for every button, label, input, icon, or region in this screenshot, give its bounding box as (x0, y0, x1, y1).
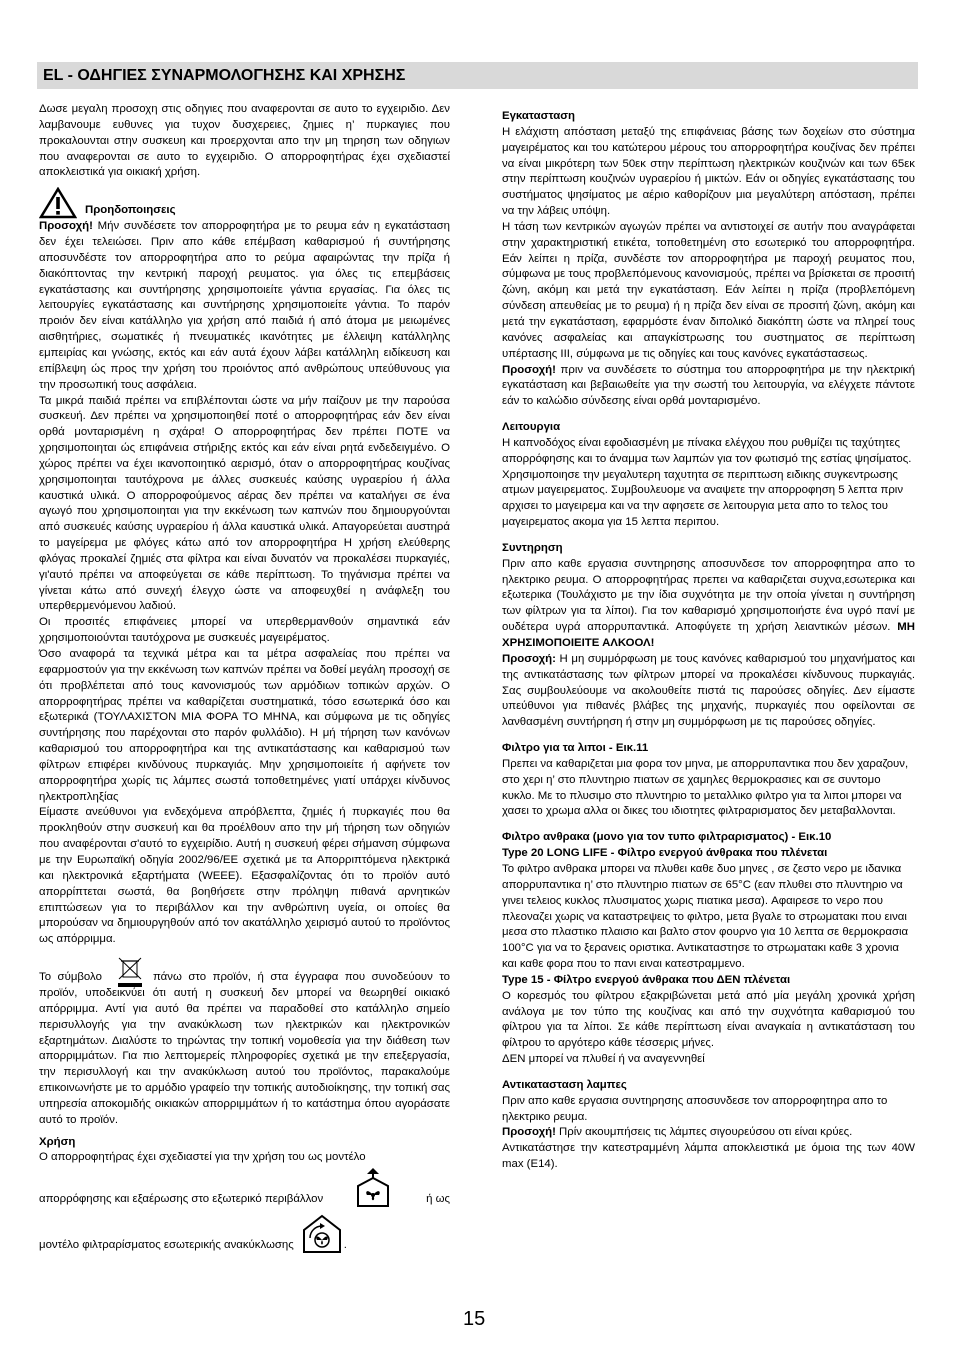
warning-text-1: Μήν συνδέσετε τον απορροφητήρα με το ρευμα εάν η εγκατάσταση δεν έχει τελειώσει. Πριν απο κάθε επέμβαση καθαρισμού ή συντήρησης αποσυνδέστε τον απορροφητήρα απο το ρεύμα αφαιρώντας την πρίζα ή διακόπτοντας την κεντρική παροχή ρευματος. για όλες τις επεμβάσεις εγκατάστασης και συντήρησης χρησιμοποιείτε γάντια εργασίας. Για όλες τις λειτουργίες εγκατάστασης και συντήρησης χρησιμοποιείτε γάντια. Το παρόν προιόν δεν είναι κατάλληλο για χρήση από παιδιά ή από άτομα με μειωμένες αισθητήριες, σωματικές ή πνευματικές ικανότητες με έλλειψη κατάλληλης εμπειρίας και γνώσης, εκτός και εάν αυτά έχουν λάβει κατάλληλη ειδίκευση και επίβλεψη ώς προς την χρήση του προιόντος από ανθρώπους υπεύθυνους για την προσωπική τους ασφάλεια. (39, 220, 450, 391)
maintenance-paragraph-1 (502, 557, 915, 652)
install-text-3: πριν να συνδέσετε το σύστημα του απορροφητήρα με την ηλεκτρική εγκατάσταση και βεβαιωθείτε για την σωστή του λειτουργία, να ελέγχετε πάντοτε εάν το καλώδιο σύνδεσης είναι ορθά μονταρισμένο. (502, 363, 915, 408)
warning-paragraph-4: Όσο αναφορά τα τεχνικά μέτρα και τα μέτρα ασφαλείας που πρέπει να εφαρμοστούν για την εκκένωση των καπνών πρέπει να δοθεί μεγάλη προσοχή σε ότι προβλέπεται από τους κανονισμούς των αρμόδιων τοπικών αρχών. Ο απορροφητήρας πρέπει να καθαρίζεται συστηματικά, τόσο εσωτερικά όσο και εξωτερικά (ΤΟΥΛΑΧΙΣΤΟΝ ΜΙΑ ΦΟΡΑ ΤΟ ΜΗΝΑ, και σύμφωνα με τις οδηγίες συντήρησης που παρέχονται στο παρόν φυλλάδιο). Η μή τήρηση των κανόνων καθαρισμού του απορροφητήρα και της αντικατάστασης και καθαρισμού των φίλτρων επιφέρει κινδύνους πυρκαγιάς. Μην χρησιμοποιείτε ή αφήνετε τον απορροφητήρα χωρίς τις λάμπες σωστά τοποθετημένες γιατί υπάρχει κίνδυνος ηλεκτροπληξίας (39, 648, 450, 803)
maintenance-text-1: Πριν απο καθε εργασια συντηρησης αποσυνδεσε τον απορροφητηρα απο το ηλεκτρικο ρευμα. Ο απορροφητήρας πρεπει να καθαριζεται συχνα,εσωτερικα και εξωτερικα (Τουλάχιστο με την ίδια συχνότητα με την οποία γίνεται η συντήρηση των φίλτρων για τα λίποι). Για τον καθαρισμό χρησιμοποιήστε ένα υγρό πανί με ουδέτερα υγρά απορρυπαντικά. Αποφύγετε τη χρήση λειαντικών μέσων. (502, 557, 915, 634)
lamps-title: Αντικατασταση λαμπες (502, 1078, 627, 1091)
type15-title: Type 15 - Φίλτρο ενεργού άνθρακα που ΔΕΝ πλένεται (502, 973, 791, 986)
type15-paragraph: Ο κορεσμός του φίλτρου εξακριβώνεται μετά από μία μεγάλη χρονικά χρήση ανάλογα με τον τύπο της κουζίνας και από την συχνότητα καθαρισμού του φίλτρου για τα λίποι. Σε κάθε περίπτωση είναι αναγκαία η αντικατάσταση του φίλτρου το αργότερο κάθε τέσσερις μήνες. (502, 989, 915, 1050)
section-header (37, 62, 918, 89)
lamps-text-2: Πρίν ακουμπήσεις τις λάμπες σιγουρεύσου οτι είναι κρύες. (555, 1126, 853, 1139)
install-paragraph-1: Η ελάχιστη απόσταση μεταξύ της επιφάνειας βάσης των δοχείων στο σύστημα μαγειρέματος και του κατώτερου μέρους του απορροφητήρα κουζίνας δεν πρέπει να είναι μικρότερη των 50εκ στην περίπτωση ηλεκτρικών κουζινών και των 65εκ στην περίπτωση κουζινών υγραερίου ή μικτών. Εάν οι οδηγίες εγκατάστασης του συστήματος ψησίματος με αέριο καθορίζουν μια μεγαλύτερη απόσταση, πρέπει να την λάβεις υπόψη. (502, 125, 915, 218)
operation-paragraph: Η καπνοδόχος είναι εφοδιασμένη με πίνακα ελέγχου που ρυθμίζει τις ταχύτητες απορρόφησης και το άναμμα των λαμπών για τον φωτισμό της εστίας ψησίματος. Χρησιμοποιησε την μεγαλυτερη ταχυτητα σε περιπτωση ειδικης συγκεντρωσης ατμων μαγειρεματος. Συμβουλευομε να αναψετε την απορροφηση 5 λεπτα πριν αρχισει το μαγειρεμα και να την αφησετε σε λειτουργια μετα απο το τελος του μαγειρεματος ακομα για 15 λεπτα περιπου. (502, 436, 912, 529)
use-text-e: . (343, 1239, 347, 1252)
install-paragraph-2: Η τάση των κεντρικών αγωγών πρέπει να αντιστοιχεί σε αυτήν που αναγράφεται στην χαρακτηριστική ετικέτα, τοποθετημένη στο εσωτερικό του απορροφητήρα. Εάν λείπει η πρίζα, συνδέστε τον απορροφητήρα με παροχή ρευματος που, σύμφωνα με τους προβλεπόμενους κανονισμούς, πρέπει να βρίσκεται σε προσιτή ζώνη, ακόμη και μετά την εγκατάσταση. Εάν λείπει η πρίζα (προβλεπόμενη σύνδεση απευθείας με το ρευμα) ή η πρίζα δεν είναι σε προσιτή ζώνη, ακόμη και μετά την εγκατάσταση, εφαρμόστε έναν διπολικό διακόπτη ώστε να πληρεί τους κανόνες ασφαλείας και απαγκίστρωσης του συστηματος σε περίπτωση υπέρτασης ΙΙΙ, σύμφωνα με τις οδηγίες και τους κανόνες εγκατάστασεως. (502, 220, 915, 360)
type20-paragraph: Το φιλτρο ανθρακα μπορει να πλυθει καθε δυο μηνες , σε ζεστο νερο με ιδανικα απορρυπαντικα η’ στο πλυντηριο πιατων σε 65°C (εαν πλυθει στο πλυντηριο να γινει τελειος κυκλος πλυσιματος χωρις πιατικα μεσα). Αφαιρεσε το νερο που πλεοναζει χωρις να καταστρεψεις το φιλτρο, μετα βγαλε το στρωματακι που ειναι μεσα στο πλαστικο πλαισιο και βαλτο στον φουρνο για 10 λεπτα σε θερμοκρασια 100°C για να το ξερανεις οριστικα. Αντικαταστησε το στρωματακι καθε 3 χρονια και καθε φορα που το πανι ειναι κατεστραμμενο. (502, 862, 909, 971)
warning-paragraph-5: Είμαστε ανεύθυνοι για ενδεχόμενα απρόβλεπτα, ζημιές ή πυρκαγιές που θα προκληθούν στην συσκευή και θα προέλθουν απο την μή τήρηση των οδηγιών που αναφέρονται σ'αυτό το εγχειρίδιο. Αυτή η συσκευή φέρει σήμανση σύμφωνα με την Ευρωπαϊκή οδηγία 2002/96/ΕΕ σχετικά με τα Απορριπτόμενα ηλεκτρικά και ηλεκτρονικά εξαρτήματα (WEEE). Εξασφαλίζοντας ότι το προϊόν αυτό απορρίπτεται σωστά, θα βοηθήσετε στην πρόληψη πιθανά αρνητικών επιπτώσεων για το περιβάλλον και την ανθρώπινη υγεία, οι οποίες θα μπορούσαν να δημιουργηθούν από τον ακατάλληλο χειρισμό αυτού το προϊόντος ως απόρριμμα. (39, 806, 450, 946)
use-line-d (39, 1212, 450, 1254)
lamps-paragraph-2 (502, 1125, 915, 1141)
right-column (502, 109, 915, 1173)
use-text-a: Ο απορροφητήρας έχει σχεδιαστεί για την χρήση του ως μοντέλο (39, 1151, 366, 1164)
carbon-filter-title: Φιλτρο ανθρακα (μονο για τον τυπο φιλτραρισματος) - Εικ.10 (502, 831, 832, 844)
warning-paragraph-3: Οι προσιτές επιφάνειες μπορεί να υπερθερμανθούν σημαντικά εάν χρησιμοποιούνται ταυτόχρονα με συσκευές μαγειρέματος. (39, 616, 450, 645)
lamps-lead: Προσοχή! (502, 1126, 556, 1139)
use-text-d: μοντέλο φιλτραρίσματος εσωτερικής ανακύκλωσης (39, 1239, 294, 1252)
warning-paragraph-1 (39, 219, 450, 393)
maintenance-paragraph-2 (502, 652, 915, 731)
page-title: EL - ΟΔΗΓΙΕΣ ΣΥΝΑΡΜΟΛΟΓΗΣΗΣ ΚΑΙ ΧΡΗΣΗΣ (43, 67, 406, 84)
operation-title: Λειτουργια (502, 421, 561, 434)
install-title: Εγκατασταση (502, 110, 575, 122)
use-title: Χρήση (39, 1135, 76, 1148)
weee-text-a: Το σύμβολο (39, 971, 102, 984)
lamps-paragraph-3: Αντικατάστησε την κατεστραμμένη λάμπα αποκλειστικά με όμοια της των 40W max (E14). (502, 1142, 915, 1171)
warnings-heading-row (39, 187, 450, 219)
weee-paragraph (39, 956, 450, 1129)
use-text-b: απορρόφησης και εξαέρωσης στο εξωτερικό περιβάλλον (39, 1193, 324, 1206)
use-text-c: ή ως (426, 1193, 450, 1206)
no-alcohol-warning: ΜΗ ΧΡΗΣΙΜΟΠΟΙΕΙΤΕ ΑΛΚΟΟΛ! (502, 621, 915, 649)
maintenance-text-2: Η μη συμμόρφωση με τους κανόνες καθαρισμού του μηχανήματος και της αντικατάστασης των φίλτρων μπορεί να προκαλέσει κίνδυνους πυρκαγιάς. Σας συμβουλεύουμε να ακολουθείτε πιστά τις παρούσες οδηγίες. Δεν είμαστε υπεύθυνοι για πιθανές βλάβες της μηχανής, πυρκαγιές που οφείλονται σε λανθασμένη συντήρηση ή στην μη συμμόρφωση με τις παρούσες οδηγίες. (502, 652, 915, 729)
warnings-title: Προηδοποιησεις (85, 204, 176, 217)
page-number: 15 (463, 1308, 486, 1330)
maintenance-lead: Προσοχή: (502, 652, 556, 665)
weee-text-b: πάνω στο προϊόν, ή στα έγγραφα που συνοδεύουν το προϊόν, υποδεικνύει ότι αυτή η συσκευή δεν μπορεί να θεωρηθεί οικιακό απόρριμμα. Αντί για αυτό θα πρέπει να παραδοθεί στο κατάλληλο σημείο περισυλλογής για την ανακύκλωση των ηλεκτρικών και ηλεκτρονικών εξαρτημάτων. Διαλύστε το τηρώντας την τοπική νομοθεσία για την διάθεση των απορριμμάτων. Για πιο λεπτομερείς πληροφορίες σχετικά με την επεξεργασία, την περισυλλογή και την ανακύκλωση αυτού του προϊόντος, παρακαλούμε επικοινωνήστε με το αρμόδιο γραφείο την τοπικής αυτοδιοίκησης, την τοπική σας υπηρεσία αποκομιδής οικιακών απορριμμάτων ή το κατάστημα όπου αγοράσατε αυτό το προϊόν. (39, 971, 451, 1126)
crossed-bin-icon (116, 956, 144, 988)
grease-filter-paragraph: Πρεπει να καθαριζεται μια φορα τον μηνα, με απορρυπαντικα που δεν χαραζουν, στο χερι η’ στο πλυντηριο πιατων σε χαμηλες θερμοκρασιες και σε συντομο κυκλο. Με το πλυσιμο στο πλυντηριο το μεταλλικο φιλτρο για τα λιποι μπορει να χασει το χρωμα αλλα οι δικες του ιδιοτητες φιλτραρισματος δεν μεταβαλλονται. (502, 757, 909, 818)
grease-filter-title: Φιλτρο για τα λιποι - Εικ.11 (502, 742, 649, 755)
warning-paragraph-2: Τα μικρά παιδιά πρέπει να επιβλέπονται ώστε να μήν παίζουν με την παρούσα συσκευή. Δεν πρέπει να χρησιμοποιηθεί ποτέ ο απορροφητήρας εάν δεν είναι ορθά μονταρισμένη η σχάρα! Ο απορροφητήρας δεν πρέπει ΠΟΤΕ να χρησιμοποιηται ώς επιφάνεια στήριξης εκτός και εάν είναι ρητά ενδεδειγμένο. Ο χώρος πρέπει να έχει ικανοποιητικό αερισμό, όταν ο απορροφητήρας κουζίνας χρησιμοποιηται ταυτόχρονα με άλλες συσκευές καύσης υγραερίου ή άλλα καυστικά υλικά. Ο απορροφούμενος αέρας δεν πρέπει να καταλήγει σε ένα αγωγό που χρησιμοποιηται για την εκκένωση των καπνών που δημιουργούνται από συσκευές καύσης υγραερίου ή άλλα καυστικά υλικά. Απαγορεύεται αυστηρά το μαγείρεμα με φλόγες κάτω από τον απορροφητήρα Η χρήση ελεύθερης φλόγας προκαλεί ζημιές στα φίλτρα και είναι δυνατόν να προκαλέσει πυρκαγιές, γι'αυτό πρέπει να αποφεύγεται σε κάθε περίπτωση. Το τηγάνισμα πρέπει να γίνεται κάτω από συνεχή έλεγχο ώστε να αποφευχθεί η ανάφλεξη του υπερθερμενόμενου λαδιού. (39, 394, 450, 613)
type20-title: Type 20 LONG LIFE - Φίλτρο ενεργού άνθρακα που πλένεται (502, 847, 828, 860)
extraction-mode-icon (355, 1168, 391, 1208)
warning-lead: Προσοχή! (39, 220, 93, 233)
maintenance-title: Συντηρηση (502, 541, 563, 554)
warning-triangle-icon (39, 187, 77, 219)
lamps-paragraph-1: Πριν απο καθε εργασια συντηρησης αποσυνδεσε τον απορροφητηρα απο το ηλεκτρικο ρευμα. (502, 1094, 888, 1123)
type15-paragraph-2: ΔΕΝ μπορεί να πλυθεί ή να αναγεννηθεί (502, 1053, 705, 1066)
use-line-b (39, 1168, 450, 1208)
left-column (39, 102, 450, 1254)
install-paragraph-3 (502, 363, 915, 411)
intro-paragraph: Δωσε μεγαλη προσοχη στις οδηγιες που αναφερονται σε αυτο το εγχειριδιο. Δεν λαμβανουμε ευθυνες για τυχον δυσχερειες, ζημιες η’ πυρκαγιες που προκαλουνται στην συσκευη και προερχονται απο την μη τηρηση των οδηγιων που αναφερονται σε αυτο το εγχειριδιο. Ο απορροφητήρας έχει σχεδιαστεί αποκλειστικά για οικιακή χρήση. (39, 103, 450, 179)
install-lead: Προσοχή! (502, 363, 556, 376)
recirculation-mode-icon (300, 1212, 344, 1254)
